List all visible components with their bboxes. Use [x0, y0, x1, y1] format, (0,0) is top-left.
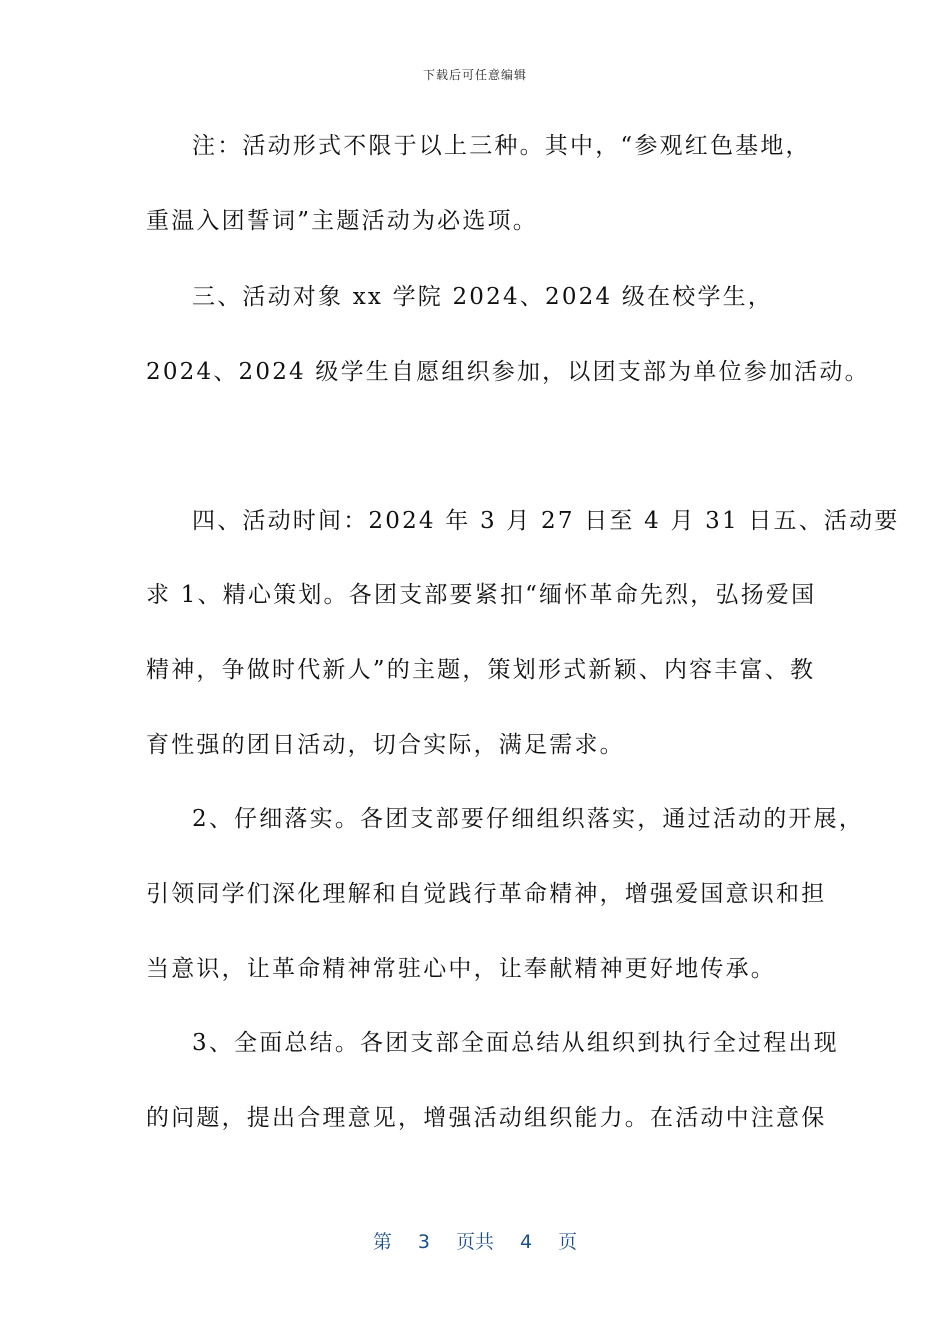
footer-total-pages: 4: [520, 1231, 533, 1253]
body-line-8: 育性强的团日活动，切合实际，满足需求。: [146, 732, 625, 758]
body-line-5: 四、活动时间：2024 年 3 月 27 日至 4 月 31 日五、活动要: [192, 508, 900, 534]
footer-suffix: 页: [558, 1231, 578, 1253]
body-line-13: 的问题，提出合理意见，增强活动组织能力。在活动中注意保: [146, 1105, 827, 1131]
body-line-7: 精神，争做时代新人”的主题，策划形式新颖、内容丰富、教: [146, 657, 816, 683]
footer-page-number: 3: [417, 1231, 430, 1253]
body-line-9: 2、仔细落实。各团支部要仔细组织落实，通过活动的开展，: [192, 806, 865, 832]
body-line-2: 重温入团誓词”主题活动为必选项。: [146, 208, 538, 234]
body-line-4: 2024、2024 级学生自愿组织参加，以团支部为单位参加活动。: [146, 359, 870, 385]
body-line-12: 3、全面总结。各团支部全面总结从组织到执行全过程出现: [192, 1030, 839, 1056]
body-line-3: 三、活动对象 xx 学院 2024、2024 级在校学生，: [192, 284, 774, 310]
footer-middle: 页共: [455, 1231, 494, 1253]
body-line-10: 引领同学们深化理解和自觉践行革命精神，增强爱国意识和担: [146, 881, 827, 907]
body-line-6: 求 1、精心策划。各团支部要紧扣“缅怀革命先烈，弘扬爱国: [146, 582, 817, 608]
footer-prefix: 第: [372, 1231, 392, 1253]
body-line-1: 注：活动形式不限于以上三种。其中，“参观红色基地，: [192, 133, 811, 159]
body-line-11: 当意识，让革命精神常驻心中，让奉献精神更好地传承。: [146, 956, 776, 982]
page-footer: [0, 1227, 950, 1254]
page-header: 下载后可任意编辑: [422, 68, 527, 82]
